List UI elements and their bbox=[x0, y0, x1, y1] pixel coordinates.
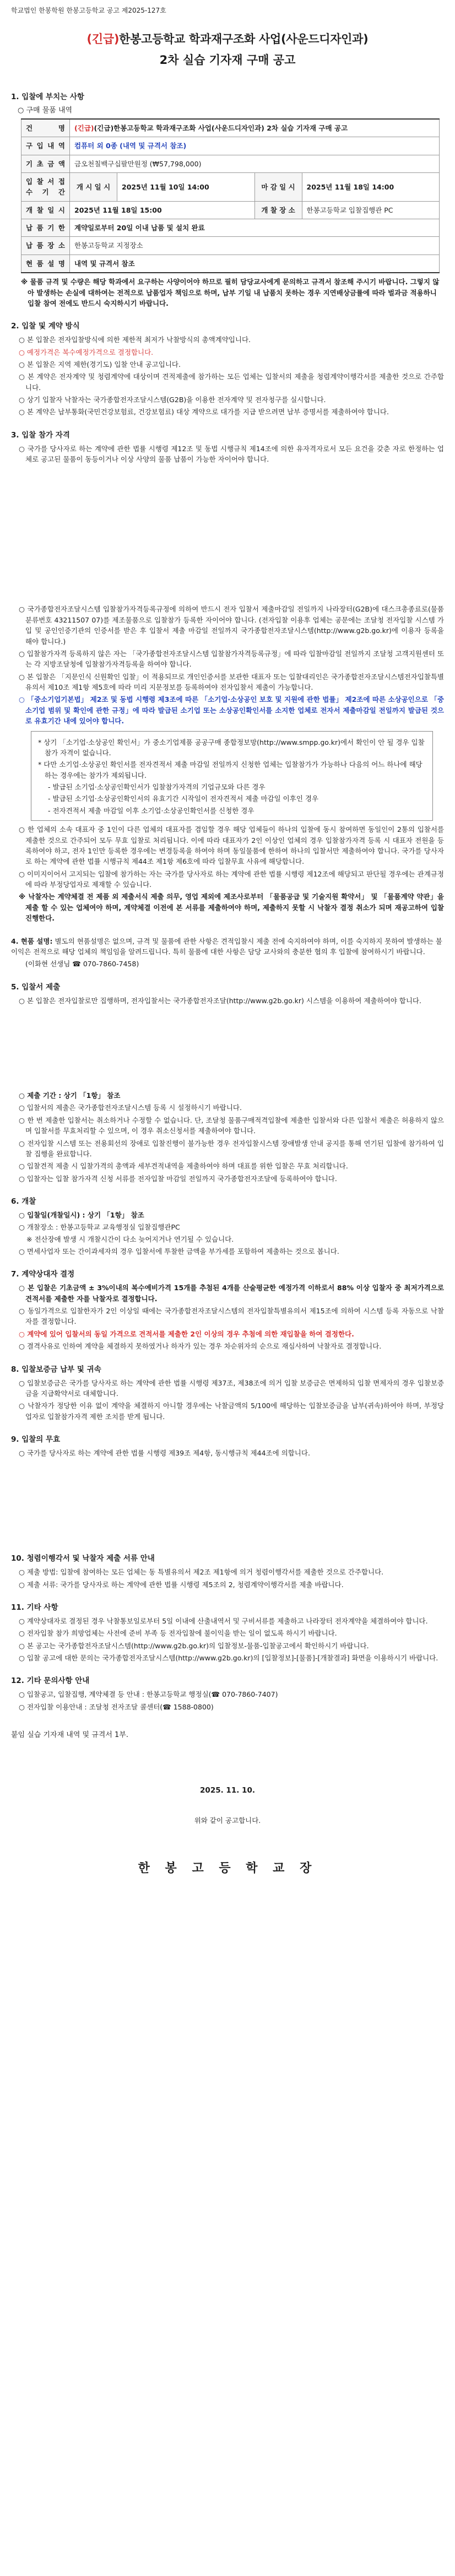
title-line-2: 2차 실습 기자재 구매 공고 bbox=[159, 53, 296, 67]
table-row bbox=[21, 172, 440, 201]
section-12-title: 12. 기타 문의사항 안내 bbox=[11, 1676, 90, 1686]
list-item: ○ 입찰 공고에 대한 문의는 국가종합전자조달시스템(http://www.g2b.go.kr)의 [입찰정보]-[물품]-[개찰결과] 화면을 이용하시기 바랍니다. bbox=[19, 1654, 438, 1663]
page-gap bbox=[11, 464, 444, 602]
list-item: ○ 본 입찰은 기초금액 ± 3%이내의 복수예비가격 15개를 추첨된 4개를 산술평균한 예정가격 이하로서 88% 이상 입찰자 중 최저가격으로 견적서를 제출한 자를 낙찰자로 결정합니다. bbox=[19, 1284, 444, 1303]
section-1 bbox=[11, 91, 444, 309]
announcement-note: 위와 같이 공고합니다. bbox=[194, 1816, 261, 1825]
section-3-title: 3. 입찰 참가 자격 bbox=[11, 430, 70, 440]
list-item: ○ 본 계약은 전자계약 및 청렴계약에 대상이며 견적제출에 참가하는 모든 업체는 입찰서의 제출을 청렴계약이행각서를 제출한 것으로 간주합니다. bbox=[19, 372, 444, 392]
list-item: ○ 면세사업자 또는 간이과세자의 경우 입찰서에 투찰한 금액을 부가세를 포함하여 제출하는 것으로 봅니다. bbox=[19, 1247, 339, 1256]
list-item: ○ 개찰장소 : 한봉고등학교 교육행정실 입찰집행관PC bbox=[19, 1223, 180, 1232]
title-block bbox=[11, 30, 444, 69]
urgent-tag: (긴급) bbox=[86, 32, 120, 46]
list-item: ○ 한 업체의 소속 대표자 중 1인이 다른 업체의 대표자를 겸임할 경우 해당 업체들이 하나의 입찰에 동시 참여하면 동일인이 2통의 입찰서를 제출한 것으로 간주되어 모두 무효 입찰로 처리됩니다. 이에 따라 대표자가 2인 이상인 업체의 경우 입찰참가자격 등록 시 대표자 전원을 등록하여야 하고, 전자 1인만 등록한 경우에는 변경등록을 하여야 하며 동일물품에 한하여 하나의 입찰서만 제출하여야 합니다. 국가를 당사자로 하는 계약에 관한 법률 시행규칙 제44조 제1항 제6호에 따라 입찰무효 사유에 해당합니다. bbox=[19, 825, 444, 866]
list-item: ○ 입찰공고, 입찰집행, 계약체결 등 안내 : 한봉고등학교 행정실(☎ 070-7860-7407) bbox=[19, 1690, 278, 1699]
section-12 bbox=[11, 1675, 444, 1712]
table-row bbox=[21, 201, 440, 219]
urgent-tag: (긴급) bbox=[74, 123, 94, 132]
list-item: ○ 본 공고는 국가종합전자조달시스템(http://www.g2b.go.kr)의 입찰정보-물품-입찰공고에서 확인하시기 바랍니다. bbox=[19, 1641, 369, 1650]
box-line: - 전자견적서 제출 마감일 이후 소기업·소상공인확인서를 신청한 경우 bbox=[48, 806, 254, 815]
list-item: ○ 입찰자는 입찰 참가자격 신청 서류를 전자입찰 마감일 전일까지 국가종합전자조달에 등록하여야 합니다. bbox=[19, 1174, 337, 1183]
open-date: 2025년 11월 18일 15:00 bbox=[70, 201, 255, 219]
table-row bbox=[21, 137, 440, 155]
list-item: ○ 본 입찰은 지역 제한(경기도) 입찰 안내 공고입니다. bbox=[19, 360, 181, 369]
list-item: ※ 전산장애 발생 시 개찰시간이 다소 늦어지거나 연기될 수 있습니다. bbox=[26, 1235, 234, 1243]
section-2 bbox=[11, 321, 444, 418]
section-4-title: 4. 현품 설명: bbox=[11, 937, 53, 945]
issuer-name: 한 봉 고 등 학 교 장 bbox=[138, 1861, 317, 1875]
row-label: 입 찰 서 접 수 기 간 bbox=[21, 172, 70, 201]
title-main: 한봉고등학교 학과재구조화 사업(사운드디자인과) bbox=[119, 32, 369, 46]
table-row bbox=[21, 237, 440, 255]
list-item: ○ 국가를 당사자로 하는 계약에 관한 법률 시행령 제12조 및 동법 시행규칙 제14조에 의한 유자격자로서 모든 요건을 갖춘 자로 한정하는 업체로 공고된 물품이 동등이거나 이상 사양의 물품 납품이 가능한 자이어야 합니다. bbox=[19, 444, 444, 464]
section-4-text: 별도의 현품설명은 없으며, 규격 및 물품에 관한 사항은 견적입찰시 제출 전에 숙지하여야 하며, 이를 숙지하지 못하여 발생하는 불이익은 전적으로 해당 업체의 책임임을 알려드립니다. 특히 물품에 대한 사항은 담당 교사와의 충분한 협의 후 입찰에 참여하시기 바랍니다. bbox=[11, 937, 442, 956]
section-9 bbox=[11, 1434, 444, 1458]
section-1-title: 1. 입찰에 부치는 사항 bbox=[11, 92, 84, 101]
list-item: ○ 제출 방법: 입찰에 참여하는 모든 업체는 동 특별유의서 제2조 제1항에 의거 청렴이행각서를 제출한 것으로 간주합니다. bbox=[19, 1568, 384, 1577]
bid-info-table bbox=[21, 118, 440, 273]
section-11 bbox=[11, 1602, 444, 1663]
section-4-body bbox=[11, 936, 444, 957]
section-3 bbox=[11, 430, 444, 924]
announcement-date: 2025. 11. 10. bbox=[200, 1786, 255, 1795]
section-8-title: 8. 입찰보증금 납부 및 귀속 bbox=[11, 1365, 101, 1374]
list-item: ○ 국가를 당사자로 하는 계약에 관한 법률 시행령 제39조 제4항, 동시행규칙 제44조에 의합니다. bbox=[19, 1448, 310, 1457]
box-line: - 발급된 소기업·소상공인확인서의 유효기간 시작일이 전자견적서 제출 마감일 이후인 경우 bbox=[48, 794, 319, 803]
page-gap bbox=[11, 1458, 444, 1541]
row-label: 납 품 장 소 bbox=[21, 237, 70, 255]
list-item: ○ 본 입찰은 「지문인식 신원확인 입찰」이 적용되므로 개인인증서를 보관한 대표자 또는 입찰대리인은 국가종합전자조달시스템전자입찰특별유의서 제10조 제1항 제5호에 따라 미리 지문정보를 등록하여야 전자입찰서 제출이 가능합니다. bbox=[19, 672, 444, 692]
list-item: ○ 상기 입찰자 낙찰자는 국가종합전자조달시스템(G2B)을 이용한 전자계약 및 전자청구를 실시합니다. bbox=[19, 396, 326, 404]
row-value: 컴퓨터 외 0종 (내역 및 규격서 참조) bbox=[70, 137, 440, 155]
list-item: ○ 입찰서의 제출은 국가종합전자조달시스템 등록 시 설정하시기 바랍니다. bbox=[19, 1103, 242, 1112]
section-5-title: 5. 입찰서 제출 bbox=[11, 982, 61, 992]
list-item: ○ 입찰보증금은 국가를 당사자로 하는 계약에 관한 법률 시행령 제37조, 제38조에 의거 입찰 보증금은 면제하되 입찰 면제자의 경우 입찰보증금을 지급확약서로 대체합니다. bbox=[19, 1378, 444, 1398]
section-1-note: ※ 물품 규격 및 수량은 해당 학과에서 요구하는 사양이어야 하므로 필히 담당교사에게 문의하고 규격서 참조해 주시기 바랍니다. 그렇지 않아 발생하는 손실에 대하여는 전적으로 납품업자 책임으로 하며, 납부 기일 내 납품치 못하는 경우 지연배상금률에 따라 벌과금 적용하니 입찰 참여 전에도 반드시 숙지하시기 바랍니다. bbox=[21, 278, 440, 307]
title-line-1 bbox=[11, 30, 444, 48]
list-item: ○ 입찰일(개찰일시) : 상기 「1항」 참조 bbox=[19, 1210, 144, 1219]
sub-label: 개 시 일 시 bbox=[70, 172, 117, 201]
section-2-title: 2. 입찰 및 계약 방식 bbox=[11, 322, 80, 331]
section-7-title: 7. 계약상대자 결정 bbox=[11, 1270, 75, 1279]
row-value: 한봉고등학교 지정장소 bbox=[70, 237, 440, 255]
list-item: ○ 이미지이어서 고지되는 입찰에 참가하는 자는 국가를 당사자로 하는 계약에 관한 법률 시행령 제12조에 해당되고 판단될 경우에는 관계규정에 따라 부정당업자로 제재할 수 있습니다. bbox=[19, 869, 444, 889]
bid-start: 2025년 11월 10일 14:00 bbox=[117, 172, 255, 201]
list-item: ○ 본 계약은 납부통화(국민건강보험료, 건강보험료) 대상 계약으로 대가를 지급 받으려면 납부 증명서를 제출하여야 합니다. bbox=[19, 408, 389, 416]
section-9-title: 9. 입찰의 무효 bbox=[11, 1435, 61, 1444]
list-item: ※ 낙찰자는 계약체결 전 제품 외 제출서식 제출 의무, 영업 제외에 제조사로부터 「물품공급 및 기술지원 확약서」 및 「물품계약 약관」을 제출 할 수 있는 업체여야 하며, 계약체결 이전에 본 서류를 제출하여야 하며, 제출하지 못할 시 낙찰자 결정 취소가 되며 재공고하여 입찰 진행한다. bbox=[19, 892, 444, 923]
bid-end: 2025년 11월 18일 14:00 bbox=[302, 172, 440, 201]
row-label: 구 입 내 역 bbox=[21, 137, 70, 155]
list-item: ○ 전자입찰 이용안내 : 조달청 전자조달 콜센터(☎ 1588-0800) bbox=[19, 1702, 214, 1711]
attachment-line: 붙임 실습 기자재 내역 및 규격서 1부. bbox=[11, 1731, 129, 1740]
table-row bbox=[21, 255, 440, 273]
row-label: 납 품 기 한 bbox=[21, 219, 70, 237]
bid-name: (긴급)한봉고등학교 학과재구조화 사업(사운드디자인과) 2차 실습 기자재 구매 공고 bbox=[94, 123, 348, 132]
list-item: ○ 결격사유로 인하여 계약을 체결하지 못하였거나 하자가 있는 경우 차순위자의 순으로 재심사하여 낙찰자로 결정합니다. bbox=[19, 1342, 382, 1351]
section-4 bbox=[11, 936, 444, 970]
box-line: * 상기 「소기업·소상공인 확인서」가 중소기업제품 공공구매 종합정보망(http://www.smpp.go.kr)에서 확인이 안 될 경우 입찰 참가 자격이 없습니다. bbox=[38, 738, 425, 757]
list-item: ○ 제출 서류: 국가를 당사자로 하는 계약에 관한 법률 시행령 제5조의 2, 청렴계약이행각서를 제출 바랍니다. bbox=[19, 1580, 344, 1589]
row-label: 기 초 금 액 bbox=[21, 155, 70, 172]
sub-label: 마 감 일 시 bbox=[254, 172, 302, 201]
table-row bbox=[21, 155, 440, 172]
list-item: ○ 전자입찰 참가 희망업체는 사전에 준비 부족 등 전자입찰에 불이익을 받는 일이 없도록 하시기 바랍니다. bbox=[19, 1629, 337, 1638]
section-11-title: 11. 기타 사항 bbox=[11, 1603, 58, 1612]
row-value: 금오천칠백구십팔만원정 (₩57,798,000) bbox=[70, 155, 440, 172]
section-7 bbox=[11, 1269, 444, 1351]
table-row bbox=[21, 219, 440, 237]
section-5 bbox=[11, 982, 444, 1184]
document-number: 학교법인 한봉학원 한봉고등학교 공고 제2025-127호 bbox=[11, 7, 166, 14]
section-10 bbox=[11, 1553, 444, 1590]
table-row bbox=[21, 119, 440, 137]
list-item: ○ 예정가격은 복수예정가격으로 결정합니다. bbox=[19, 348, 154, 356]
contact-line: (이화현 선생님 ☎ 070-7860-7458) bbox=[25, 960, 139, 968]
sub-label: 개 찰 장 소 bbox=[254, 201, 302, 219]
list-item: ○ 동일가격으로 입찰한자가 2인 이상일 때에는 국가종합전자조달시스템의 전자입찰특별유의서 제15조에 의하여 시스템 등록 자동으로 낙찰자를 결정합니다. bbox=[19, 1307, 444, 1326]
notice-box bbox=[31, 731, 433, 821]
list-item: ○ 계약에 있어 입찰서의 동일 가격으로 견적서를 제출한 2인 이상의 경우 추첨에 의한 재입찰을 하여 결정한다. bbox=[19, 1329, 354, 1338]
row-label: 개 찰 일 시 bbox=[21, 201, 70, 219]
list-item: ○ 계약상대자로 결정된 경우 낙찰통보일로부터 5일 이내에 산출내역서 및 구비서류를 제출하고 나라장터 전자계약을 체결하여야 합니다. bbox=[19, 1616, 428, 1625]
row-label: 건 명 bbox=[21, 119, 70, 137]
row-value: 계약일로부터 20일 이내 납품 및 설치 완료 bbox=[70, 219, 440, 237]
open-place: 한봉고등학교 입찰집행관 PC bbox=[302, 201, 440, 219]
box-line: * 다만 소기업·소상공인 확인서를 전자견적서 제출 마감일 전일까지 신청한 업체는 입찰참가가 가능하나 다음의 어느 하나에 해당하는 경우에는 참가가 제외됩니다. bbox=[38, 760, 422, 780]
list-item: ○ 「중소기업기본법」 제2조 및 동법 시행령 제3조에 따른 「소기업·소상공인 보호 및 지원에 관한 법률」 제2조에 따른 소상공인으로 「중소기업 범위 및 확인에 관한 규정」에 따라 발급된 소기업 또는 소상공인확인서를 소지한 업체로 전자서 제출마감일 전일까지 발급된 것으로 유효기간 내에 있어야 합니다. bbox=[19, 695, 444, 726]
list-item: ○ 낙찰자가 정당한 이유 없이 계약을 체결하지 아니할 경우에는 낙찰금액의 5/100에 해당하는 입찰보증금을 납부(귀속)하여야 하며, 부정당업자로 입찰참가자격 제한 조치를 받게 됩니다. bbox=[19, 1401, 444, 1421]
row-value bbox=[70, 119, 440, 137]
box-line: - 발급된 소기업·소상공인확인서가 입찰참가자격의 기업규모와 다른 경우 bbox=[48, 783, 266, 792]
list-item: ○ 제출 기간 : 상기 「1항」 참조 bbox=[19, 1091, 121, 1100]
row-label: 현 품 설 명 bbox=[21, 255, 70, 273]
row-value: 내역 및 규격서 참조 bbox=[70, 255, 440, 273]
list-item: ○ 전자입찰 시스템 또는 전용회선의 장애로 입찰진행이 불가능한 경우 전자입찰시스템 장애발생 안내 공지를 통해 연기된 입찰에 참가하여 입찰 집행을 완료합니다. bbox=[19, 1139, 444, 1158]
section-6 bbox=[11, 1196, 444, 1257]
list-item: ○ 본 입찰은 전자입찰방식에 의한 제한적 최저가 낙찰방식의 총액계약입니다. bbox=[19, 335, 251, 344]
list-item: ○ 입찰견적 제출 시 입찰가격의 총액과 세부견적내역을 제출하여야 하며 대표를 위한 입찰은 무효 처리합니다. bbox=[19, 1162, 348, 1171]
page-gap bbox=[11, 1006, 444, 1089]
list-item: ○ 한 번 제출한 입찰서는 취소하거나 수정할 수 없습니다. 단, 조달청 물품구매적격입찰에 제출한 입찰서와 다른 입찰서 제출은 허용하지 않으며 입찰서를 무효처리할 수 있으며, 이 경우 취소신청서를 제출하여야 합니다. bbox=[19, 1116, 444, 1135]
section-6-title: 6. 개찰 bbox=[11, 1197, 36, 1206]
section-8 bbox=[11, 1364, 444, 1422]
list-item: ○ 본 입찰은 전자입찰로만 집행하며, 전자입찰서는 국가종합전자조달(http://www.g2b.go.kr) 시스템을 이용하여 제출하여야 합니다. bbox=[19, 996, 421, 1005]
section-10-title: 10. 청렴이행각서 및 낙찰자 제출 서류 안내 bbox=[11, 1554, 155, 1563]
list-item: ○ 국가종합전자조달시스템 입찰참가자격등록규정에 의하여 반드시 전자 입찰서 제출마감일 전일까지 나라장터(G2B)에 대스크총종료로(물품분류번호 43211507 07)를 제조물품으로 입찰참가 등록한 자이어야 합니다. (전자입찰 이용후 업체는 공문에는 조달청 전자입찰 시스템 가입 및 공인인증기관의 인증서를 받은 후 입찰서 제출 마감일 전일까지 국가종합전자조달시스템(http://www.g2b.go.kr)에 이용자 등록을 해야 합니다.) bbox=[19, 605, 444, 646]
section-1-sub: ○ 구매 물품 내역 bbox=[18, 106, 73, 115]
list-item: ○ 입찰참가자격 등록하지 않은 자는 「국가종합전자조달시스템 입찰참가자격등록규정」에 따라 입찰마감일 전일까지 조달청 고객지원센터 또는 각 지방조달청에 입찰참가자격등록을 하여야 합니다. bbox=[19, 649, 444, 669]
